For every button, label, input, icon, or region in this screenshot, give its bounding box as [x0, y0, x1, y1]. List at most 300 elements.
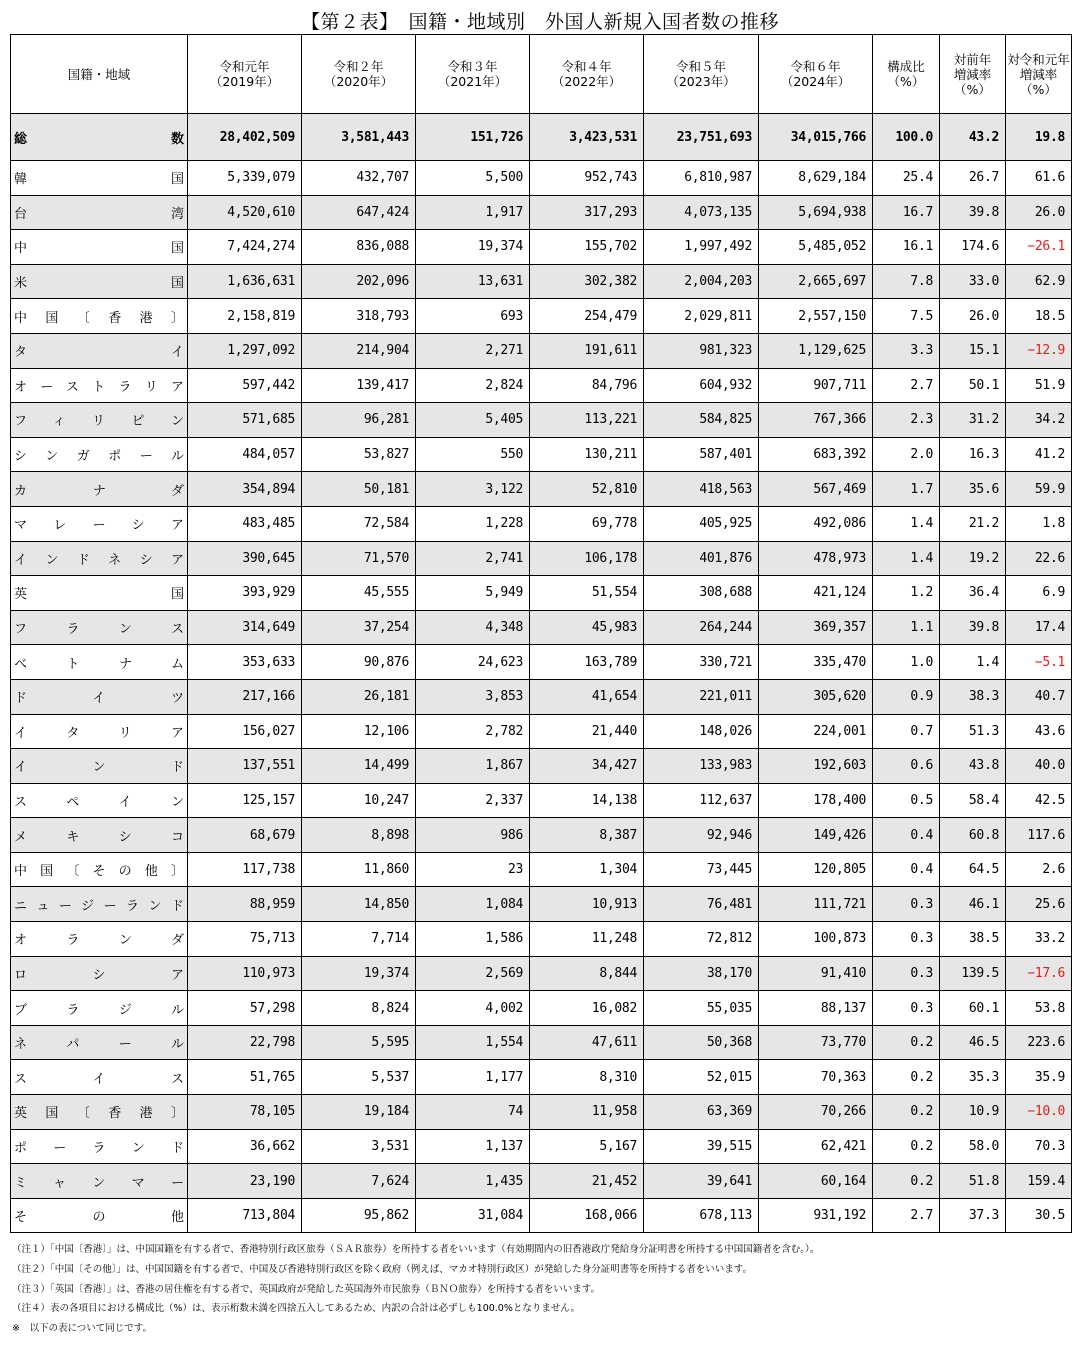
yoy-value: 39.8: [940, 195, 1006, 230]
country-name: 台湾: [11, 195, 188, 230]
value-2021: 2,337: [416, 783, 530, 818]
yoy-value: 36.4: [940, 576, 1006, 611]
footnote: （注３）「英国〔香港〕」は、香港の居住権を有する者で、英国政府が発給した英国海外市民旅券（ＢＮＯ旅券）を所持する者をいいます。: [12, 1283, 601, 1295]
table-row: [11, 887, 1072, 922]
value-2020: 71,570: [302, 541, 416, 576]
table-row: [11, 1095, 1072, 1130]
share-value: 1.4: [873, 506, 940, 541]
share-value: 7.8: [873, 264, 940, 299]
country-name: 英国: [11, 576, 188, 611]
vs2019-value: 159.4: [1006, 1164, 1072, 1199]
value-2020: 37,254: [302, 610, 416, 645]
yoy-value: 58.4: [940, 783, 1006, 818]
header-2021: 令和３年 （2021年）: [416, 35, 530, 114]
country-name: フィリピン: [11, 403, 188, 438]
table-row: [11, 818, 1072, 853]
table-row: [11, 368, 1072, 403]
value-2022: 168,066: [530, 1198, 644, 1233]
value-2021: 1,586: [416, 922, 530, 957]
table-row: [11, 576, 1072, 611]
table-row: [11, 403, 1072, 438]
value-2020: 7,714: [302, 922, 416, 957]
vs2019-value: 43.6: [1006, 714, 1072, 749]
value-2022: 45,983: [530, 610, 644, 645]
value-2020: 7,624: [302, 1164, 416, 1199]
value-2022: 952,743: [530, 161, 644, 196]
value-2024: 478,973: [759, 541, 873, 576]
country-name: 総数: [11, 114, 188, 161]
value-2021: 2,271: [416, 333, 530, 368]
value-2023: 2,004,203: [644, 264, 759, 299]
header-vs2019: 対令和元年 増減率 （%）: [1006, 35, 1072, 114]
share-value: 0.2: [873, 1060, 940, 1095]
header-2020: 令和２年 （2020年）: [302, 35, 416, 114]
value-2019: 156,027: [188, 714, 302, 749]
value-2021: 1,435: [416, 1164, 530, 1199]
value-2020: 50,181: [302, 472, 416, 507]
share-value: 1.7: [873, 472, 940, 507]
value-2022: 11,248: [530, 922, 644, 957]
value-2020: 19,374: [302, 956, 416, 991]
value-2023: 76,481: [644, 887, 759, 922]
country-name: インド: [11, 749, 188, 784]
value-2020: 3,581,443: [302, 114, 416, 161]
value-2019: 571,685: [188, 403, 302, 438]
share-value: 0.4: [873, 818, 940, 853]
value-2021: 3,122: [416, 472, 530, 507]
country-name: ミャンマー: [11, 1164, 188, 1199]
total-row: [11, 114, 1072, 161]
vs2019-value: 17.4: [1006, 610, 1072, 645]
footnote: （注１）「中国〔香港〕」は、中国国籍を有する者で、香港特別行政区旅券（ＳＡＲ旅券）を所持する者をいいます（有効期間内の旧香港政庁発給身分証明書を所持する中国国籍者を含む。）。: [12, 1244, 820, 1255]
vs2019-value: −5.1: [1006, 645, 1072, 680]
table-row: [11, 161, 1072, 196]
value-2024: 567,469: [759, 472, 873, 507]
value-2022: 21,440: [530, 714, 644, 749]
country-name: タイ: [11, 333, 188, 368]
country-name: 英国〔香港〕: [11, 1095, 188, 1130]
value-2022: 317,293: [530, 195, 644, 230]
value-2021: 1,554: [416, 1025, 530, 1060]
table-row: [11, 299, 1072, 334]
share-value: 1.0: [873, 645, 940, 680]
header-row: [11, 35, 1072, 114]
vs2019-value: 34.2: [1006, 403, 1072, 438]
yoy-value: 139.5: [940, 956, 1006, 991]
vs2019-value: 25.6: [1006, 887, 1072, 922]
header-2023: 令和５年 （2023年）: [644, 35, 759, 114]
table-row: [11, 714, 1072, 749]
share-value: 0.2: [873, 1129, 940, 1164]
value-2020: 432,707: [302, 161, 416, 196]
value-2024: 70,363: [759, 1060, 873, 1095]
table-row: [11, 195, 1072, 230]
table-row: [11, 645, 1072, 680]
table-row: [11, 541, 1072, 576]
value-2023: 1,997,492: [644, 230, 759, 265]
value-2023: 330,721: [644, 645, 759, 680]
table-row: [11, 991, 1072, 1026]
value-2022: 69,778: [530, 506, 644, 541]
value-2021: 24,623: [416, 645, 530, 680]
country-name: オーストラリア: [11, 368, 188, 403]
yoy-value: 58.0: [940, 1129, 1006, 1164]
value-2020: 8,824: [302, 991, 416, 1026]
vs2019-value: −12.9: [1006, 333, 1072, 368]
value-2022: 41,654: [530, 679, 644, 714]
value-2020: 19,184: [302, 1095, 416, 1130]
country-name: ブラジル: [11, 991, 188, 1026]
country-name: ニュージーランド: [11, 887, 188, 922]
value-2019: 2,158,819: [188, 299, 302, 334]
value-2023: 405,925: [644, 506, 759, 541]
country-name: スペイン: [11, 783, 188, 818]
country-name: ロシア: [11, 956, 188, 991]
value-2021: 74: [416, 1095, 530, 1130]
share-value: 2.7: [873, 368, 940, 403]
value-2023: 401,876: [644, 541, 759, 576]
header-name: 国籍・地域: [11, 35, 188, 114]
value-2022: 16,082: [530, 991, 644, 1026]
value-2019: 393,929: [188, 576, 302, 611]
yoy-value: 43.2: [940, 114, 1006, 161]
value-2022: 113,221: [530, 403, 644, 438]
yoy-value: 37.3: [940, 1198, 1006, 1233]
yoy-value: 26.7: [940, 161, 1006, 196]
value-2023: 38,170: [644, 956, 759, 991]
yoy-value: 31.2: [940, 403, 1006, 438]
share-value: 0.3: [873, 956, 940, 991]
footnote: （注４）表の各項目における構成比（%）は、表示桁数未満を四捨五入してあるため、内訳の合計は必ずしも100.0%となりません。: [12, 1303, 580, 1315]
value-2020: 53,827: [302, 437, 416, 472]
value-2022: 3,423,531: [530, 114, 644, 161]
vs2019-value: 26.0: [1006, 195, 1072, 230]
value-2022: 8,844: [530, 956, 644, 991]
value-2022: 8,310: [530, 1060, 644, 1095]
value-2023: 55,035: [644, 991, 759, 1026]
value-2023: 72,812: [644, 922, 759, 957]
share-value: 0.3: [873, 922, 940, 957]
value-2019: 5,339,079: [188, 161, 302, 196]
value-2020: 214,904: [302, 333, 416, 368]
yoy-value: 50.1: [940, 368, 1006, 403]
yoy-value: 35.3: [940, 1060, 1006, 1095]
value-2023: 92,946: [644, 818, 759, 853]
yoy-value: 10.9: [940, 1095, 1006, 1130]
share-value: 16.7: [873, 195, 940, 230]
vs2019-value: 62.9: [1006, 264, 1072, 299]
country-name: 中国〔その他〕: [11, 852, 188, 887]
value-2019: 23,190: [188, 1164, 302, 1199]
value-2022: 21,452: [530, 1164, 644, 1199]
vs2019-value: 61.6: [1006, 161, 1072, 196]
value-2019: 483,485: [188, 506, 302, 541]
table-row: [11, 610, 1072, 645]
vs2019-value: 22.6: [1006, 541, 1072, 576]
yoy-value: 60.8: [940, 818, 1006, 853]
value-2019: 68,679: [188, 818, 302, 853]
share-value: 0.3: [873, 991, 940, 1026]
country-name: その他: [11, 1198, 188, 1233]
value-2023: 50,368: [644, 1025, 759, 1060]
vs2019-value: −17.6: [1006, 956, 1072, 991]
value-2024: 178,400: [759, 783, 873, 818]
value-2024: 149,426: [759, 818, 873, 853]
country-name: オランダ: [11, 922, 188, 957]
share-value: 0.4: [873, 852, 940, 887]
value-2022: 47,611: [530, 1025, 644, 1060]
yoy-value: 33.0: [940, 264, 1006, 299]
share-value: 1.2: [873, 576, 940, 611]
value-2024: 73,770: [759, 1025, 873, 1060]
share-value: 0.2: [873, 1095, 940, 1130]
value-2023: 52,015: [644, 1060, 759, 1095]
yoy-value: 46.5: [940, 1025, 1006, 1060]
value-2021: 2,569: [416, 956, 530, 991]
vs2019-value: 6.9: [1006, 576, 1072, 611]
value-2020: 95,862: [302, 1198, 416, 1233]
table-row: [11, 922, 1072, 957]
country-name: 中国〔香港〕: [11, 299, 188, 334]
value-2023: 133,983: [644, 749, 759, 784]
value-2023: 264,244: [644, 610, 759, 645]
footnotes: [12, 1240, 1072, 1339]
share-value: 2.7: [873, 1198, 940, 1233]
value-2023: 112,637: [644, 783, 759, 818]
value-2021: 2,782: [416, 714, 530, 749]
value-2021: 1,228: [416, 506, 530, 541]
value-2020: 14,499: [302, 749, 416, 784]
share-value: 0.5: [873, 783, 940, 818]
value-2024: 111,721: [759, 887, 873, 922]
table-row: [11, 333, 1072, 368]
vs2019-value: 33.2: [1006, 922, 1072, 957]
share-value: 7.5: [873, 299, 940, 334]
vs2019-value: 53.8: [1006, 991, 1072, 1026]
value-2020: 647,424: [302, 195, 416, 230]
value-2020: 139,417: [302, 368, 416, 403]
value-2022: 52,810: [530, 472, 644, 507]
value-2021: 5,500: [416, 161, 530, 196]
share-value: 16.1: [873, 230, 940, 265]
vs2019-value: −26.1: [1006, 230, 1072, 265]
value-2024: 421,124: [759, 576, 873, 611]
vs2019-value: 70.3: [1006, 1129, 1072, 1164]
yoy-value: 38.5: [940, 922, 1006, 957]
vs2019-value: 35.9: [1006, 1060, 1072, 1095]
value-2021: 550: [416, 437, 530, 472]
value-2023: 418,563: [644, 472, 759, 507]
vs2019-value: 40.0: [1006, 749, 1072, 784]
yoy-value: 51.3: [940, 714, 1006, 749]
value-2024: 369,357: [759, 610, 873, 645]
value-2023: 678,113: [644, 1198, 759, 1233]
table-row: [11, 783, 1072, 818]
value-2022: 5,167: [530, 1129, 644, 1164]
value-2021: 13,631: [416, 264, 530, 299]
share-value: 100.0: [873, 114, 940, 161]
value-2020: 10,247: [302, 783, 416, 818]
value-2024: 91,410: [759, 956, 873, 991]
value-2024: 88,137: [759, 991, 873, 1026]
value-2020: 5,537: [302, 1060, 416, 1095]
value-2019: 1,297,092: [188, 333, 302, 368]
country-name: インドネシア: [11, 541, 188, 576]
value-2019: 597,442: [188, 368, 302, 403]
value-2024: 1,129,625: [759, 333, 873, 368]
yoy-value: 51.8: [940, 1164, 1006, 1199]
vs2019-value: 42.5: [1006, 783, 1072, 818]
header-2022: 令和４年 （2022年）: [530, 35, 644, 114]
yoy-value: 39.8: [940, 610, 1006, 645]
value-2024: 5,694,938: [759, 195, 873, 230]
share-value: 1.4: [873, 541, 940, 576]
value-2020: 5,595: [302, 1025, 416, 1060]
value-2020: 14,850: [302, 887, 416, 922]
value-2023: 4,073,135: [644, 195, 759, 230]
value-2019: 125,157: [188, 783, 302, 818]
table-row: [11, 1129, 1072, 1164]
table-row: [11, 1198, 1072, 1233]
value-2024: 931,192: [759, 1198, 873, 1233]
value-2019: 51,765: [188, 1060, 302, 1095]
value-2019: 354,894: [188, 472, 302, 507]
value-2021: 1,137: [416, 1129, 530, 1164]
value-2019: 137,551: [188, 749, 302, 784]
value-2020: 202,096: [302, 264, 416, 299]
value-2021: 5,949: [416, 576, 530, 611]
value-2023: 39,641: [644, 1164, 759, 1199]
value-2021: 2,824: [416, 368, 530, 403]
value-2024: 305,620: [759, 679, 873, 714]
value-2022: 8,387: [530, 818, 644, 853]
value-2022: 130,211: [530, 437, 644, 472]
value-2022: 51,554: [530, 576, 644, 611]
value-2023: 604,932: [644, 368, 759, 403]
value-2019: 1,636,631: [188, 264, 302, 299]
country-name: カナダ: [11, 472, 188, 507]
country-name: イタリア: [11, 714, 188, 749]
value-2022: 302,382: [530, 264, 644, 299]
header-share: 構成比 （%）: [873, 35, 940, 114]
vs2019-value: 19.8: [1006, 114, 1072, 161]
vs2019-value: 59.9: [1006, 472, 1072, 507]
value-2019: 713,804: [188, 1198, 302, 1233]
table-title: 【第２表】 国籍・地域別 外国人新規入国者数の推移: [300, 11, 779, 33]
value-2019: 110,973: [188, 956, 302, 991]
value-2021: 1,084: [416, 887, 530, 922]
yoy-value: 16.3: [940, 437, 1006, 472]
value-2019: 117,738: [188, 852, 302, 887]
vs2019-value: 40.7: [1006, 679, 1072, 714]
value-2024: 192,603: [759, 749, 873, 784]
yoy-value: 64.5: [940, 852, 1006, 887]
share-value: 0.9: [873, 679, 940, 714]
value-2022: 11,958: [530, 1095, 644, 1130]
yoy-value: 35.6: [940, 472, 1006, 507]
value-2024: 335,470: [759, 645, 873, 680]
value-2021: 1,867: [416, 749, 530, 784]
country-name: ネパール: [11, 1025, 188, 1060]
table-body: [11, 114, 1072, 1233]
value-2023: 63,369: [644, 1095, 759, 1130]
table-row: [11, 956, 1072, 991]
country-name: ポーランド: [11, 1129, 188, 1164]
value-2024: 60,164: [759, 1164, 873, 1199]
table-row: [11, 749, 1072, 784]
value-2020: 3,531: [302, 1129, 416, 1164]
value-2024: 62,421: [759, 1129, 873, 1164]
footnote: ※ 以下の表について同じです。: [12, 1323, 153, 1335]
table-row: [11, 437, 1072, 472]
value-2024: 120,805: [759, 852, 873, 887]
yoy-value: 46.1: [940, 887, 1006, 922]
vs2019-value: 117.6: [1006, 818, 1072, 853]
value-2019: 36,662: [188, 1129, 302, 1164]
value-2020: 72,584: [302, 506, 416, 541]
value-2022: 84,796: [530, 368, 644, 403]
table-row: [11, 679, 1072, 714]
value-2023: 39,515: [644, 1129, 759, 1164]
table-row: [11, 852, 1072, 887]
value-2023: 148,026: [644, 714, 759, 749]
header-yoy: 対前年 増減率 （%）: [940, 35, 1006, 114]
value-2020: 12,106: [302, 714, 416, 749]
table-row: [11, 230, 1072, 265]
value-2019: 4,520,610: [188, 195, 302, 230]
value-2024: 907,711: [759, 368, 873, 403]
value-2022: 10,913: [530, 887, 644, 922]
table-row: [11, 1025, 1072, 1060]
yoy-value: 19.2: [940, 541, 1006, 576]
value-2024: 683,392: [759, 437, 873, 472]
value-2021: 31,084: [416, 1198, 530, 1233]
immigration-table: [10, 34, 1072, 1233]
yoy-value: 26.0: [940, 299, 1006, 334]
value-2020: 45,555: [302, 576, 416, 611]
value-2019: 353,633: [188, 645, 302, 680]
value-2019: 314,649: [188, 610, 302, 645]
value-2019: 7,424,274: [188, 230, 302, 265]
share-value: 3.3: [873, 333, 940, 368]
country-name: メキシコ: [11, 818, 188, 853]
yoy-value: 60.1: [940, 991, 1006, 1026]
value-2022: 1,304: [530, 852, 644, 887]
share-value: 1.1: [873, 610, 940, 645]
value-2019: 22,798: [188, 1025, 302, 1060]
country-name: マレーシア: [11, 506, 188, 541]
value-2024: 5,485,052: [759, 230, 873, 265]
value-2019: 484,057: [188, 437, 302, 472]
country-name: ベトナム: [11, 645, 188, 680]
value-2023: 23,751,693: [644, 114, 759, 161]
country-name: フランス: [11, 610, 188, 645]
country-name: ドイツ: [11, 679, 188, 714]
value-2021: 4,002: [416, 991, 530, 1026]
value-2023: 2,029,811: [644, 299, 759, 334]
vs2019-value: −10.0: [1006, 1095, 1072, 1130]
value-2022: 191,611: [530, 333, 644, 368]
value-2021: 2,741: [416, 541, 530, 576]
footnote: （注２）「中国〔その他〕」は、中国国籍を有する者で、中国及び香港特別行政区を除く政府（例えば、マカオ特別行政区）が発給した身分証明書等を所持する者をいいます。: [12, 1263, 753, 1275]
value-2021: 3,853: [416, 679, 530, 714]
value-2022: 155,702: [530, 230, 644, 265]
share-value: 2.3: [873, 403, 940, 438]
country-name: 韓国: [11, 161, 188, 196]
share-value: 2.0: [873, 437, 940, 472]
value-2019: 75,713: [188, 922, 302, 957]
table-row: [11, 472, 1072, 507]
